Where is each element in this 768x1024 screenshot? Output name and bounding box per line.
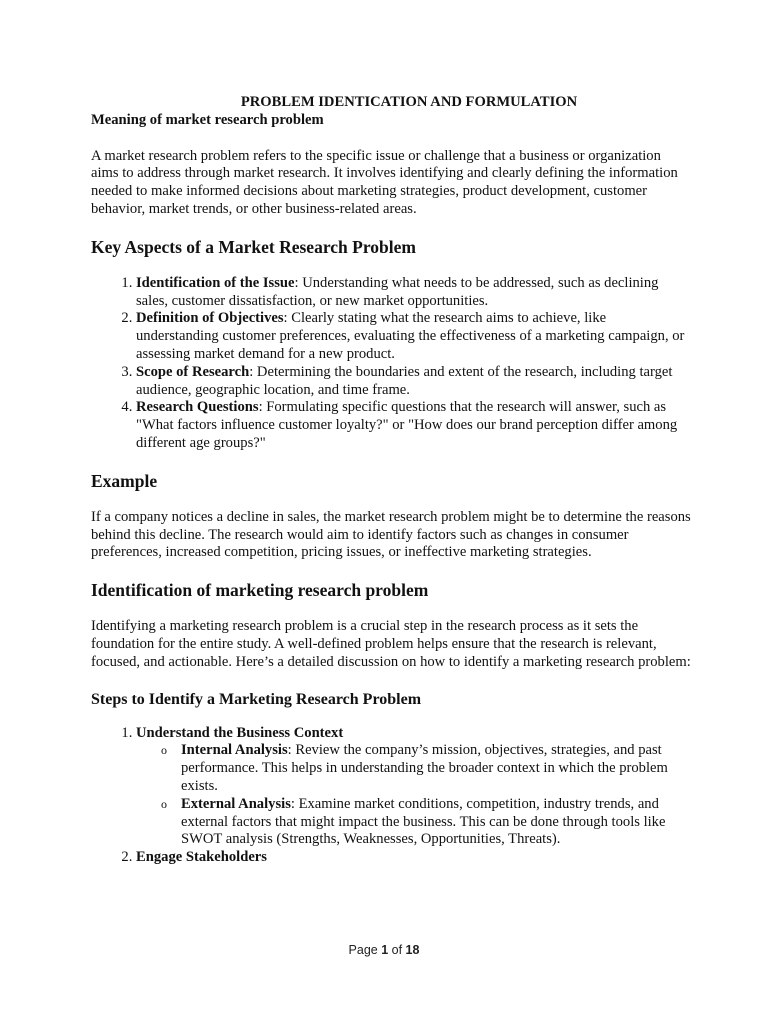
list-item <box>136 310 691 363</box>
document-title: PROBLEM IDENTICATION AND FORMULATION <box>240 94 578 110</box>
sub-list <box>136 742 691 849</box>
list-item-text: : Formulating specific questions that the research will answer, such as "What factors influence customer loyalty?" or "How does our brand perception differ among different age groups?" <box>136 399 678 451</box>
page-current: 1 <box>381 943 389 957</box>
list-item-text: : Determining the boundaries and extent of the research, including target audience, geographic location, and time frame. <box>136 363 673 398</box>
sub-item-text: : Review the company’s mission, objectives, strategies, and past performance. This helps in understanding the broader context in which the problem exists. <box>181 742 668 794</box>
sub-item-term: Internal Analysis <box>181 742 288 759</box>
steps-heading: Steps to Identify a Marketing Research Problem <box>91 690 422 708</box>
sub-list-item <box>136 742 691 795</box>
identification-paragraph: Identifying a marketing research problem is a crucial step in the research process as it sets the foundation for the entire study. A well-defined problem helps ensure that the research is relevant, focused, and actionable. Here’s a detailed discussion on how to identify a marketing research problem: <box>91 618 691 670</box>
page-word: Page <box>348 943 382 957</box>
list-item <box>136 725 691 850</box>
page-of: of <box>388 943 406 957</box>
page-footer <box>0 943 768 957</box>
list-item <box>136 364 691 400</box>
list-item-term: Research Questions <box>136 399 259 416</box>
page-total: 18 <box>405 943 420 957</box>
sub-list-item <box>136 796 691 849</box>
list-item-term: Scope of Research <box>136 363 250 380</box>
list-item-term: Definition of Objectives <box>136 310 284 327</box>
example-heading: Example <box>91 470 158 491</box>
list-item-text: : Clearly stating what the research aims to achieve, like understanding customer preferences, evaluating the effectiveness of a marketing campaign, or assessing market demand for a new product. <box>136 310 685 362</box>
list-item-text: : Understanding what needs to be addressed, such as declining sales, customer dissatisfaction, or new market opportunities. <box>136 274 659 309</box>
sub-item-term: External Analysis <box>181 795 291 812</box>
list-item <box>136 399 691 452</box>
example-paragraph: If a company notices a decline in sales, the market research problem might be to determine the reasons behind this decline. The research would aim to identify factors such as changes in consumer preferences, increased competition, pricing issues, or ineffective marketing strategies. <box>91 508 691 561</box>
list-item-term: Engage Stakeholders <box>136 849 267 866</box>
identification-heading: Identification of marketing research problem <box>91 580 429 601</box>
document-body <box>91 94 691 867</box>
bullet-icon: o <box>161 796 167 811</box>
steps-list <box>91 725 691 867</box>
list-item-term: Identification of the Issue <box>136 274 295 291</box>
key-aspects-heading: Key Aspects of a Market Research Problem <box>91 236 416 257</box>
meaning-heading: Meaning of market research problem <box>91 111 324 128</box>
list-item <box>136 275 691 311</box>
meaning-paragraph: A market research problem refers to the specific issue or challenge that a business or organization aims to address through market research. It involves identifying and clearly defining the information needed to make informed decisions about marketing strategies, product development, customer behavior, market trends, or other business-related areas. <box>91 147 678 217</box>
list-item-term: Understand the Business Context <box>136 724 344 741</box>
bullet-icon: o <box>161 743 167 758</box>
sub-item-text: : Examine market conditions, competition, industry trends, and external factors that might impact the business. This can be done through tools like SWOT analysis (Strengths, Weaknesses, Opportunities, Threats). <box>181 795 666 848</box>
list-item <box>136 849 691 867</box>
key-aspects-list <box>91 275 691 453</box>
